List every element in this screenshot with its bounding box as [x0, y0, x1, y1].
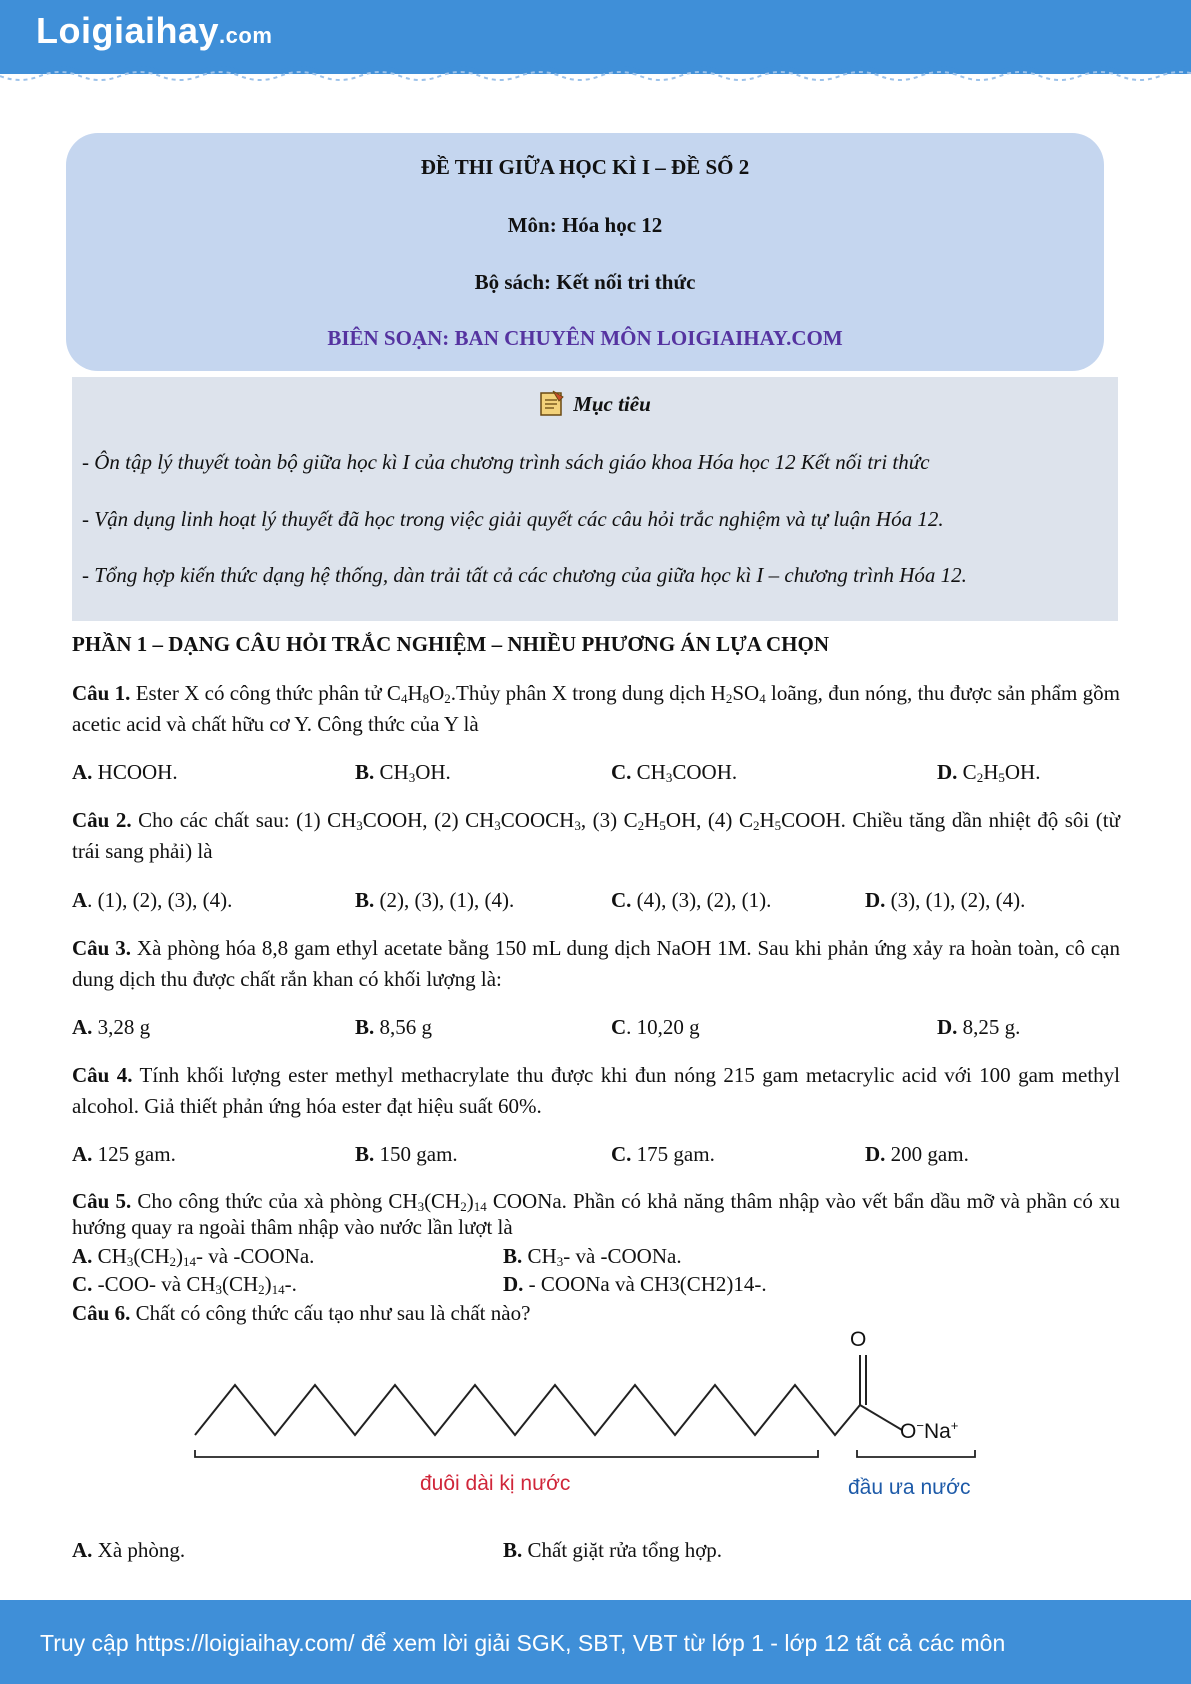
q2-option-c[interactable]: C. (4), (3), (2), (1). [611, 888, 772, 912]
tail-label: đuôi dài kị nước [420, 1472, 571, 1495]
head-label: đầu ưa nước [848, 1476, 971, 1499]
q3-option-b[interactable]: B. 8,56 g [355, 1015, 433, 1039]
q1-option-a[interactable]: A. HCOOH. [72, 760, 178, 784]
site-header [0, 0, 1191, 74]
q2-option-d[interactable]: D. (3), (1), (2), (4). [865, 888, 1026, 912]
goals-heading: Mục tiêu [72, 389, 1118, 417]
question-5: Câu 5. Cho công thức của xà phòng $CH_3(CH_2)_{14}$ COONa. Phần có khả năng thâm nhập vào vết bẩn dầu mỡ và phần có xu hướng quay ra ngoài thâm nhập vào nước lần lượt là [72, 1189, 1120, 1239]
exam-title: ĐỀ THI GIỮA HỌC KÌ I – ĐỀ SỐ 2 [420, 155, 750, 179]
q5-option-a[interactable]: A. $CH_3(CH_2)_{14}-$ và -COONa. [72, 1244, 315, 1269]
section-title: PHẦN 1 – DẠNG CÂU HỎI TRẮC NGHIỆM – NHIỀU PHƯƠNG ÁN LỰA CHỌN [72, 632, 829, 656]
q5-option-c[interactable]: C. -COO- và $CH_3(CH_2)_{14}-$. [72, 1272, 297, 1297]
question-2: Câu 2. Cho các chất sau: (1) $CH_3COOH$, (2) $CH_3COOCH_3$, (3) $C_2H_5OH$, (4) $C_2H_5COOH$. Chiều tăng dần nhiệt độ sôi (từ trái sang phải) là [72, 808, 1120, 863]
mol-carboxylate-label: O−Na+ [900, 1418, 959, 1443]
q4-option-b[interactable]: B. 150 gam. [355, 1142, 458, 1166]
goal-item: - Vận dụng linh hoạt lý thuyết đã học trong việc giải quyết các câu hỏi trắc nghiệm và tự luận Hóa 12. [82, 507, 944, 531]
q3-option-d[interactable]: D. 8,25 g. [937, 1015, 1021, 1039]
goals-box [72, 377, 1118, 621]
q4-option-d[interactable]: D. 200 gam. [865, 1142, 969, 1166]
q2-option-a[interactable]: A. (1), (2), (3), (4). [72, 888, 233, 912]
q5-option-b[interactable]: B. $CH_3-$ và -COONa. [503, 1244, 682, 1269]
site-logo[interactable]: Loigiaihay.com [36, 10, 273, 51]
q1-option-c[interactable]: C. $CH_3COOH$. [611, 760, 738, 785]
q1-option-d[interactable]: D. $C_2H_5OH$. [937, 760, 1041, 785]
q1-option-b[interactable]: B. $CH_3OH$. [355, 760, 451, 785]
carboxylate-bond [860, 1405, 902, 1430]
head-bracket [857, 1450, 975, 1457]
q6-option-a[interactable]: A. Xà phòng. [72, 1538, 186, 1562]
notepad-icon [539, 389, 565, 417]
exam-subject: Môn: Hóa học 12 [507, 213, 663, 237]
question-4: Câu 4. Tính khối lượng ester methyl methacrylate thu được khi đun nóng 215 gam metacrylic acid với 100 gam methyl alcohol. Giả thiết phản ứng hóa ester đạt hiệu suất 60%. [72, 1063, 1120, 1118]
header-wave [0, 64, 1191, 84]
q5-option-d[interactable]: D. - COONa và CH3(CH2)14-. [503, 1272, 767, 1296]
q4-option-a[interactable]: A. 125 gam. [72, 1142, 176, 1166]
hydrocarbon-chain [195, 1385, 860, 1435]
mol-oxygen-label: O [850, 1328, 867, 1351]
exam-title-box [66, 133, 1104, 371]
footer-link-text[interactable]: Truy cập https://loigiaihay.com/ để xem lời giải SGK, SBT, VBT từ lớp 1 - lớp 12 tất cả các môn [40, 1630, 1006, 1656]
q3-option-c[interactable]: C. 10,20 g [611, 1015, 700, 1039]
question-3: Câu 3. Xà phòng hóa 8,8 gam ethyl acetate bằng 150 mL dung dịch NaOH 1M. Sau khi phản ứng xảy ra hoàn toàn, cô cạn dung dịch thu được chất rắn khan có khối lượng là: [72, 936, 1120, 991]
exam-author: BIÊN SOẠN: BAN CHUYÊN MÔN LOIGIAIHAY.COM [327, 326, 843, 350]
q2-option-b[interactable]: B. (2), (3), (1), (4). [355, 888, 515, 912]
site-footer [0, 1600, 1191, 1684]
question-1: Câu 1. Ester X có công thức phân tử $C_4H_8O_2.Thủy$ phân X trong dung dịch $H_2SO_4$ loãng, đun nóng, thu được sản phẩm gồm acetic acid và chất hữu cơ Y. Công thức của Y là [72, 681, 1120, 736]
question-6: Câu 6. Chất có công thức cấu tạo như sau là chất nào? [72, 1301, 531, 1325]
tail-bracket [195, 1450, 818, 1457]
goal-item: - Ôn tập lý thuyết toàn bộ giữa học kì I của chương trình sách giáo khoa Hóa học 12 Kết nối tri thức [82, 450, 930, 474]
exam-book-series: Bộ sách: Kết nối tri thức [474, 270, 696, 294]
q6-option-b[interactable]: B. Chất giặt rửa tổng hợp. [503, 1538, 723, 1562]
q3-option-a[interactable]: A. 3,28 g [72, 1015, 151, 1039]
goal-item: - Tổng hợp kiến thức dạng hệ thống, dàn trải tất cả các chương của giữa học kì I – chương trình Hóa 12. [82, 563, 967, 587]
q4-option-c[interactable]: C. 175 gam. [611, 1142, 715, 1166]
